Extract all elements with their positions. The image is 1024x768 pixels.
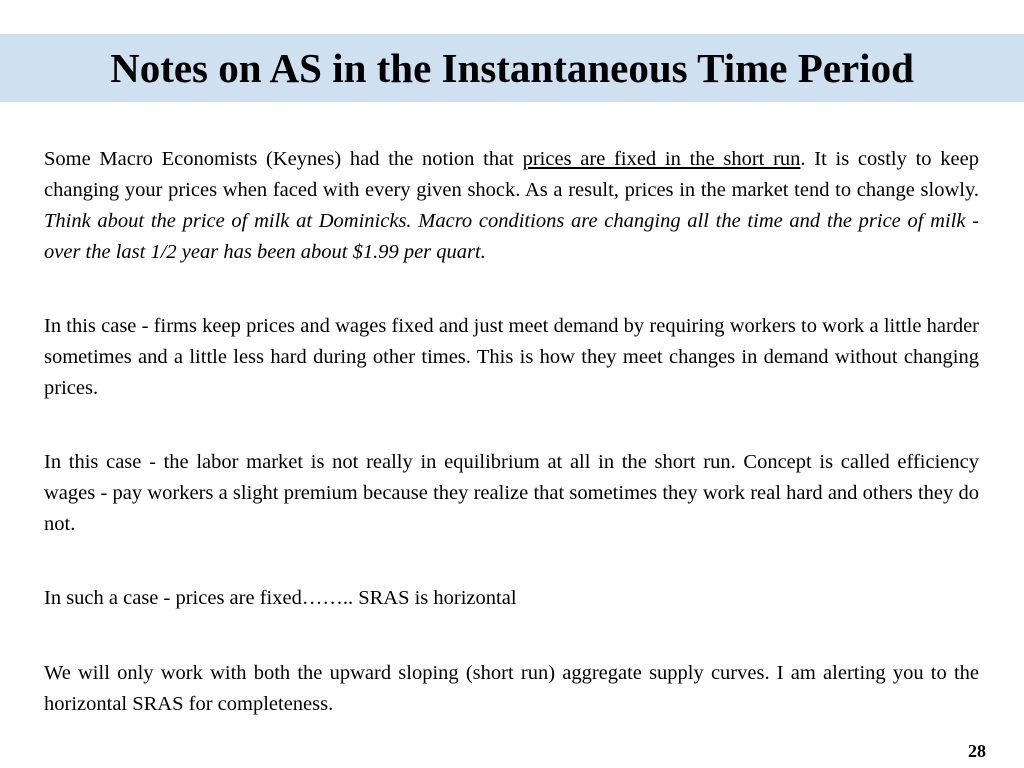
paragraph-1	[44, 144, 979, 268]
slide-title: Notes on AS in the Instantaneous Time Period	[110, 45, 914, 91]
paragraph-1-italic: Think about the price of milk at Dominicks. Macro conditions are changing all the time and the price of milk - over the last 1/2 year has been about $1.99 per quart.	[44, 210, 979, 263]
paragraph-4: In such a case - prices are fixed…….. SRAS is horizontal	[44, 587, 517, 609]
paragraph-1-rest: . It is costly to keep changing your prices when faced with every given shock. As a result, prices in the market tend to change slowly.	[44, 148, 979, 201]
paragraph-3: In this case - the labor market is not really in equilibrium at all in the short run. Concept is called efficiency wages - pay workers a slight premium because they realize that sometimes they work real hard and others they do not.	[44, 451, 979, 535]
paragraph-5: We will only work with both the upward sloping (short run) aggregate supply curves. I am alerting you to the horizontal SRAS for completeness.	[44, 662, 979, 715]
paragraph-2: In this case - firms keep prices and wages fixed and just meet demand by requiring workers to work a little harder sometimes and a little less hard during other times. This is how they meet changes in demand without changing prices.	[44, 315, 979, 399]
page-number: 28	[968, 741, 986, 761]
slide-body	[44, 144, 979, 763]
paragraph-1-lead: Some Macro Economists (Keynes) had the notion that	[44, 148, 523, 170]
title-band	[0, 34, 1024, 102]
paragraph-1-underlined: prices are fixed in the short run	[522, 148, 801, 170]
